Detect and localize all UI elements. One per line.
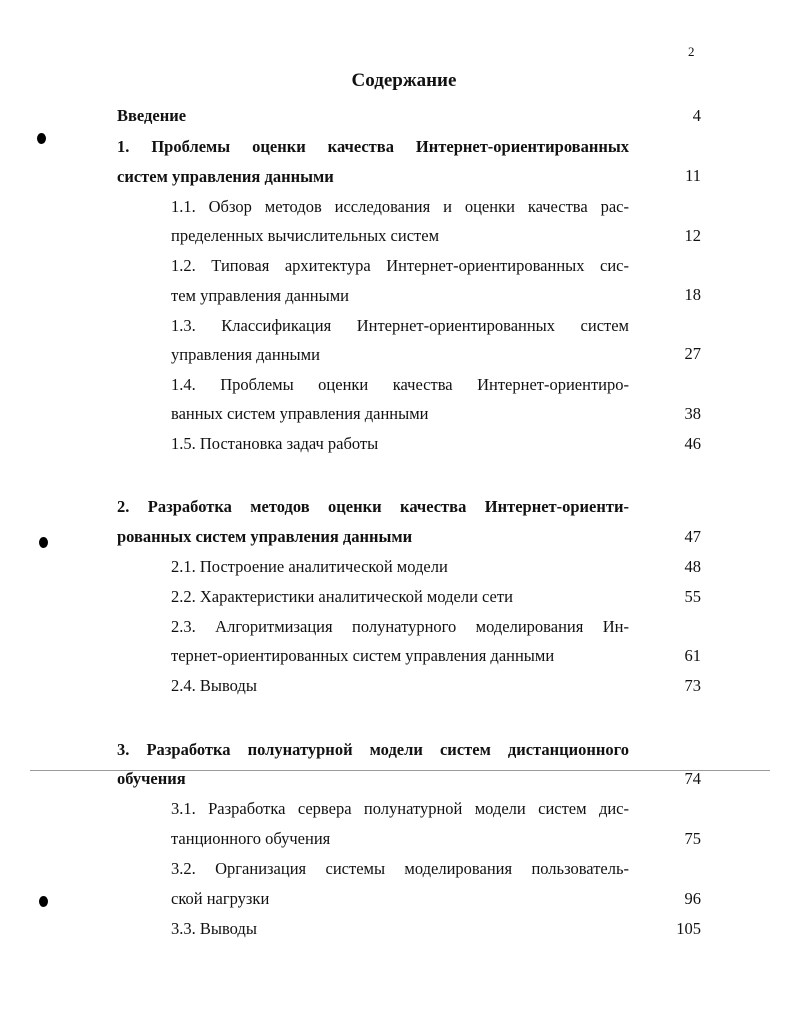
toc-1-2-line1: 1.2. Типовая архитектура Интернет-ориентированных сис- [171,256,629,275]
toc-1-2-page: 18 [684,285,701,304]
toc-chapter3-page: 74 [684,769,701,788]
toc-2-2-page: 55 [684,587,701,606]
toc-3-2-page: 96 [684,889,701,908]
toc-chapter1-line2: систем управления данными [117,167,334,186]
toc-1-1-line2: пределенных вычислительных систем [171,226,440,245]
toc-3-1-page: 75 [684,829,701,848]
toc-2-1-page: 48 [684,557,701,576]
binder-hole-mark [39,896,48,907]
toc-intro-page: 4 [692,106,701,125]
toc-1-4-page: 38 [684,404,701,423]
toc-1-1-line1: 1.1. Обзор методов исследования и оценки качества рас- [171,197,629,216]
toc-chapter1-page: 11 [685,166,701,185]
toc-intro-label: Введение [117,106,187,125]
toc-1-3-line2: управления данными [171,345,320,364]
toc-3-2-line2: ской нагрузки [171,889,270,908]
toc-3-3-page: 105 [676,919,701,938]
toc-3-3-line1: 3.3. Выводы [171,919,257,938]
toc-1-5-page: 46 [684,434,701,453]
toc-2-1-line1: 2.1. Построение аналитической модели [171,557,448,576]
toc-1-3-line1: 1.3. Классификация Интернет-ориентированных систем [171,316,629,335]
toc-2-3-line2: тернет-ориентированных систем управления данными [171,646,555,665]
page-number: 2 [688,44,695,59]
toc-1-3-page: 27 [684,344,701,363]
toc-3-1-line2: танционного обучения [171,829,331,848]
toc-chapter3-line2: обучения [117,769,186,788]
toc-1-4-line1: 1.4. Проблемы оценки качества Интернет-ориентиро- [171,375,629,394]
toc-1-2-line2: тем управления данными [171,286,349,305]
toc-2-4-page: 73 [684,676,701,695]
toc-chapter3-line1: 3. Разработка полунатурной модели систем дистанционного [117,740,629,759]
page-title: Содержание [351,70,457,91]
toc-1-1-page: 12 [684,226,701,245]
binder-hole-mark [39,537,48,548]
toc-chapter2-line2: рованных систем управления данными [117,527,413,546]
toc-2-3-line1: 2.3. Алгоритмизация полунатурного моделирования Ин- [171,617,629,636]
toc-2-2-line1: 2.2. Характеристики аналитической модели сети [171,587,513,606]
toc-1-4-line2: ванных систем управления данными [171,404,429,423]
toc-2-4-line1: 2.4. Выводы [171,676,257,695]
toc-3-1-line1: 3.1. Разработка сервера полунатурной модели систем дис- [171,799,629,818]
toc-chapter2-line1: 2. Разработка методов оценки качества Интернет-ориенти- [117,497,629,516]
toc-3-2-line1: 3.2. Организация системы моделирования пользователь- [171,859,629,878]
toc-2-3-page: 61 [684,646,701,665]
binder-hole-mark [37,133,46,144]
toc-chapter2-page: 47 [684,527,701,546]
toc-chapter1-line1: 1. Проблемы оценки качества Интернет-ориентированных [117,137,629,156]
toc-1-5-line1: 1.5. Постановка задач работы [171,434,379,453]
